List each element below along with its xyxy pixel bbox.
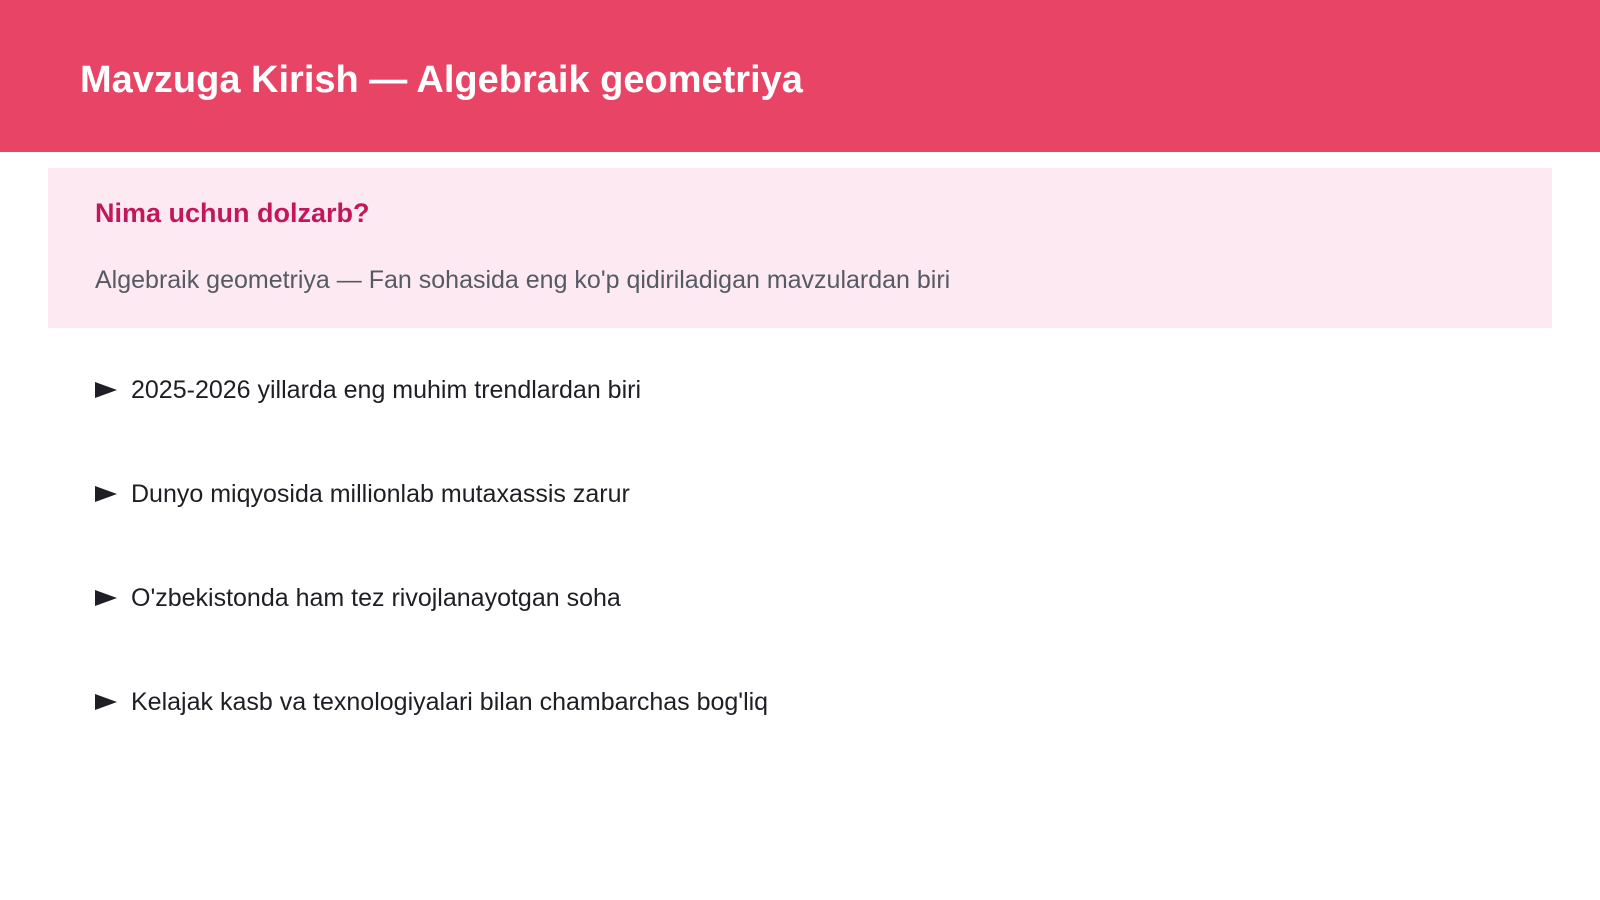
triangle-right-icon	[95, 382, 117, 398]
bullet-item	[95, 474, 768, 514]
bullet-item	[95, 370, 768, 410]
callout-heading: Nima uchun dolzarb?	[95, 198, 370, 228]
bullet-text: Dunyo miqyosida millionlab mutaxassis zarur	[131, 480, 630, 508]
header-bar	[0, 0, 1600, 152]
bullet-item	[95, 682, 768, 722]
callout-text: Algebraik geometriya — Fan sohasida eng ko'p qidiriladigan mavzulardan biri	[95, 266, 951, 294]
bullet-text: Kelajak kasb va texnologiyalari bilan chambarchas bog'liq	[131, 688, 769, 716]
bullet-text: O'zbekistonda ham tez rivojlanayotgan soha	[131, 584, 621, 612]
slide-title: Mavzuga Kirish — Algebraik geometriya	[80, 59, 803, 101]
bullet-item	[95, 578, 768, 618]
triangle-right-icon	[95, 486, 117, 502]
triangle-right-icon	[95, 590, 117, 606]
bullet-text: 2025-2026 yillarda eng muhim trendlardan biri	[131, 376, 642, 404]
triangle-right-icon	[95, 694, 117, 710]
bullet-list	[95, 370, 768, 786]
callout-box	[48, 168, 1552, 328]
